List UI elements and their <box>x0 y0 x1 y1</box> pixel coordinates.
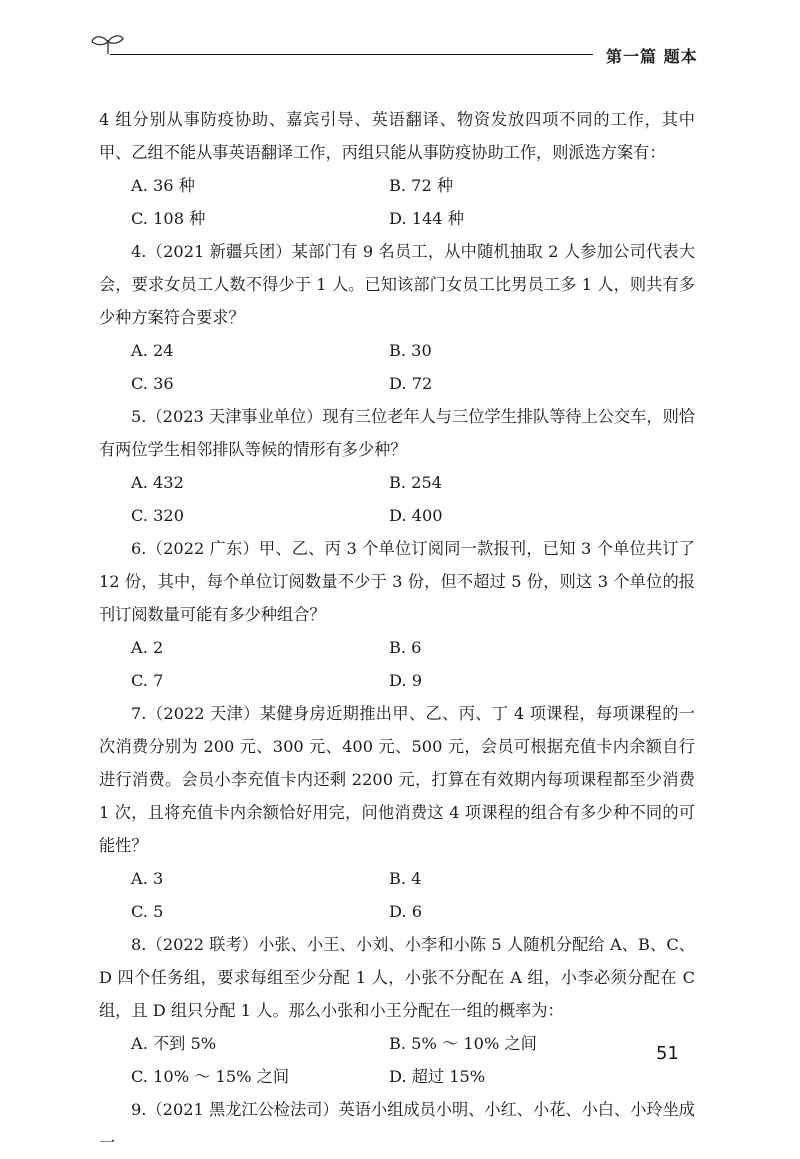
option-row <box>99 664 695 697</box>
page-content <box>99 103 695 1159</box>
option-row <box>99 169 695 202</box>
option-row <box>99 895 695 928</box>
option-a: A. 432 <box>131 473 184 492</box>
intro-question-continuation: 4 组分别从事防疫协助、嘉宾引导、英语翻译、物资发放四项不同的工作，其中甲、乙组不能从事英语翻译工作，丙组只能从事防疫协助工作，则派选方案有： <box>99 110 695 162</box>
option-d: D. 超过 15% <box>389 1067 486 1086</box>
option-row <box>99 1060 695 1093</box>
question-8: 8.（2022 联考）小张、小王、小刘、小李和小陈 5 人随机分配给 A、B、C、D 四个任务组，要求每组至少分配 1 人，小张不分配在 A 组，小李必须分配在 C 组，且 D 组只分配 1 人。那么小张和小王分配在一组的概率为： <box>99 935 695 1020</box>
option-b: B. 6 <box>389 638 422 657</box>
sprout-icon <box>88 30 128 56</box>
question-6: 6.（2022 广东）甲、乙、丙 3 个单位订阅同一款报刊，已知 3 个单位共订了 12 份，其中，每个单位订阅数量不少于 3 份，但不超过 5 份，则这 3 个单位的报刊订阅数量可能有多少种组合？ <box>99 539 695 624</box>
question-7: 7.（2022 天津）某健身房近期推出甲、乙、丙、丁 4 项课程，每项课程的一次消费分别为 200 元、300 元、400 元、500 元，会员可根据充值卡内余额自行进行消费。会员小李充值卡内还剩 2200 元，打算在有效期内每项课程都至少消费 1 次，且将充值卡内余额恰好用完，问他消费这 4 项课程的组合有多少种不同的可能性？ <box>99 704 695 855</box>
option-row <box>99 862 695 895</box>
option-c: C. 36 <box>131 374 174 393</box>
option-row <box>99 202 695 235</box>
option-a: A. 24 <box>131 341 174 360</box>
option-c: C. 5 <box>131 902 164 921</box>
option-b: B. 30 <box>389 341 432 360</box>
option-row <box>99 631 695 664</box>
page-number: 51 <box>656 1043 679 1064</box>
option-c: C. 108 种 <box>131 209 206 228</box>
option-a: A. 2 <box>131 638 164 657</box>
question-4: 4.（2021 新疆兵团）某部门有 9 名员工，从中随机抽取 2 人参加公司代表大会，要求女员工人数不得少于 1 人。已知该部门女员工比男员工多 1 人，则共有多少种方案符合要求？ <box>99 242 695 327</box>
option-d: D. 400 <box>389 506 443 525</box>
option-row <box>99 334 695 367</box>
option-a: A. 36 种 <box>131 176 195 195</box>
option-a: A. 3 <box>131 869 164 888</box>
page-header <box>0 0 800 80</box>
option-row <box>99 466 695 499</box>
header-rule <box>110 54 593 55</box>
option-c: C. 320 <box>131 506 184 525</box>
option-d: D. 144 种 <box>389 209 464 228</box>
option-b: B. 4 <box>389 869 422 888</box>
option-b: B. 72 种 <box>389 176 454 195</box>
option-d: D. 72 <box>389 374 433 393</box>
option-c: C. 7 <box>131 671 164 690</box>
option-c: C. 10% ～ 15% 之间 <box>131 1067 290 1086</box>
question-5: 5.（2023 天津事业单位）现有三位老年人与三位学生排队等待上公交车，则恰有两位学生相邻排队等候的情形有多少种？ <box>99 407 695 459</box>
option-b: B. 5% ～ 10% 之间 <box>389 1034 537 1053</box>
section-title: 第一篇 题本 <box>606 47 698 66</box>
option-row <box>99 499 695 532</box>
option-d: D. 6 <box>389 902 422 921</box>
option-row <box>99 367 695 400</box>
option-b: B. 254 <box>389 473 443 492</box>
question-9: 9.（2021 黑龙江公检法司）英语小组成员小明、小红、小花、小白、小玲坐成一 <box>99 1100 695 1152</box>
option-d: D. 9 <box>389 671 422 690</box>
option-row <box>99 1027 695 1060</box>
option-a: A. 不到 5% <box>131 1034 217 1053</box>
